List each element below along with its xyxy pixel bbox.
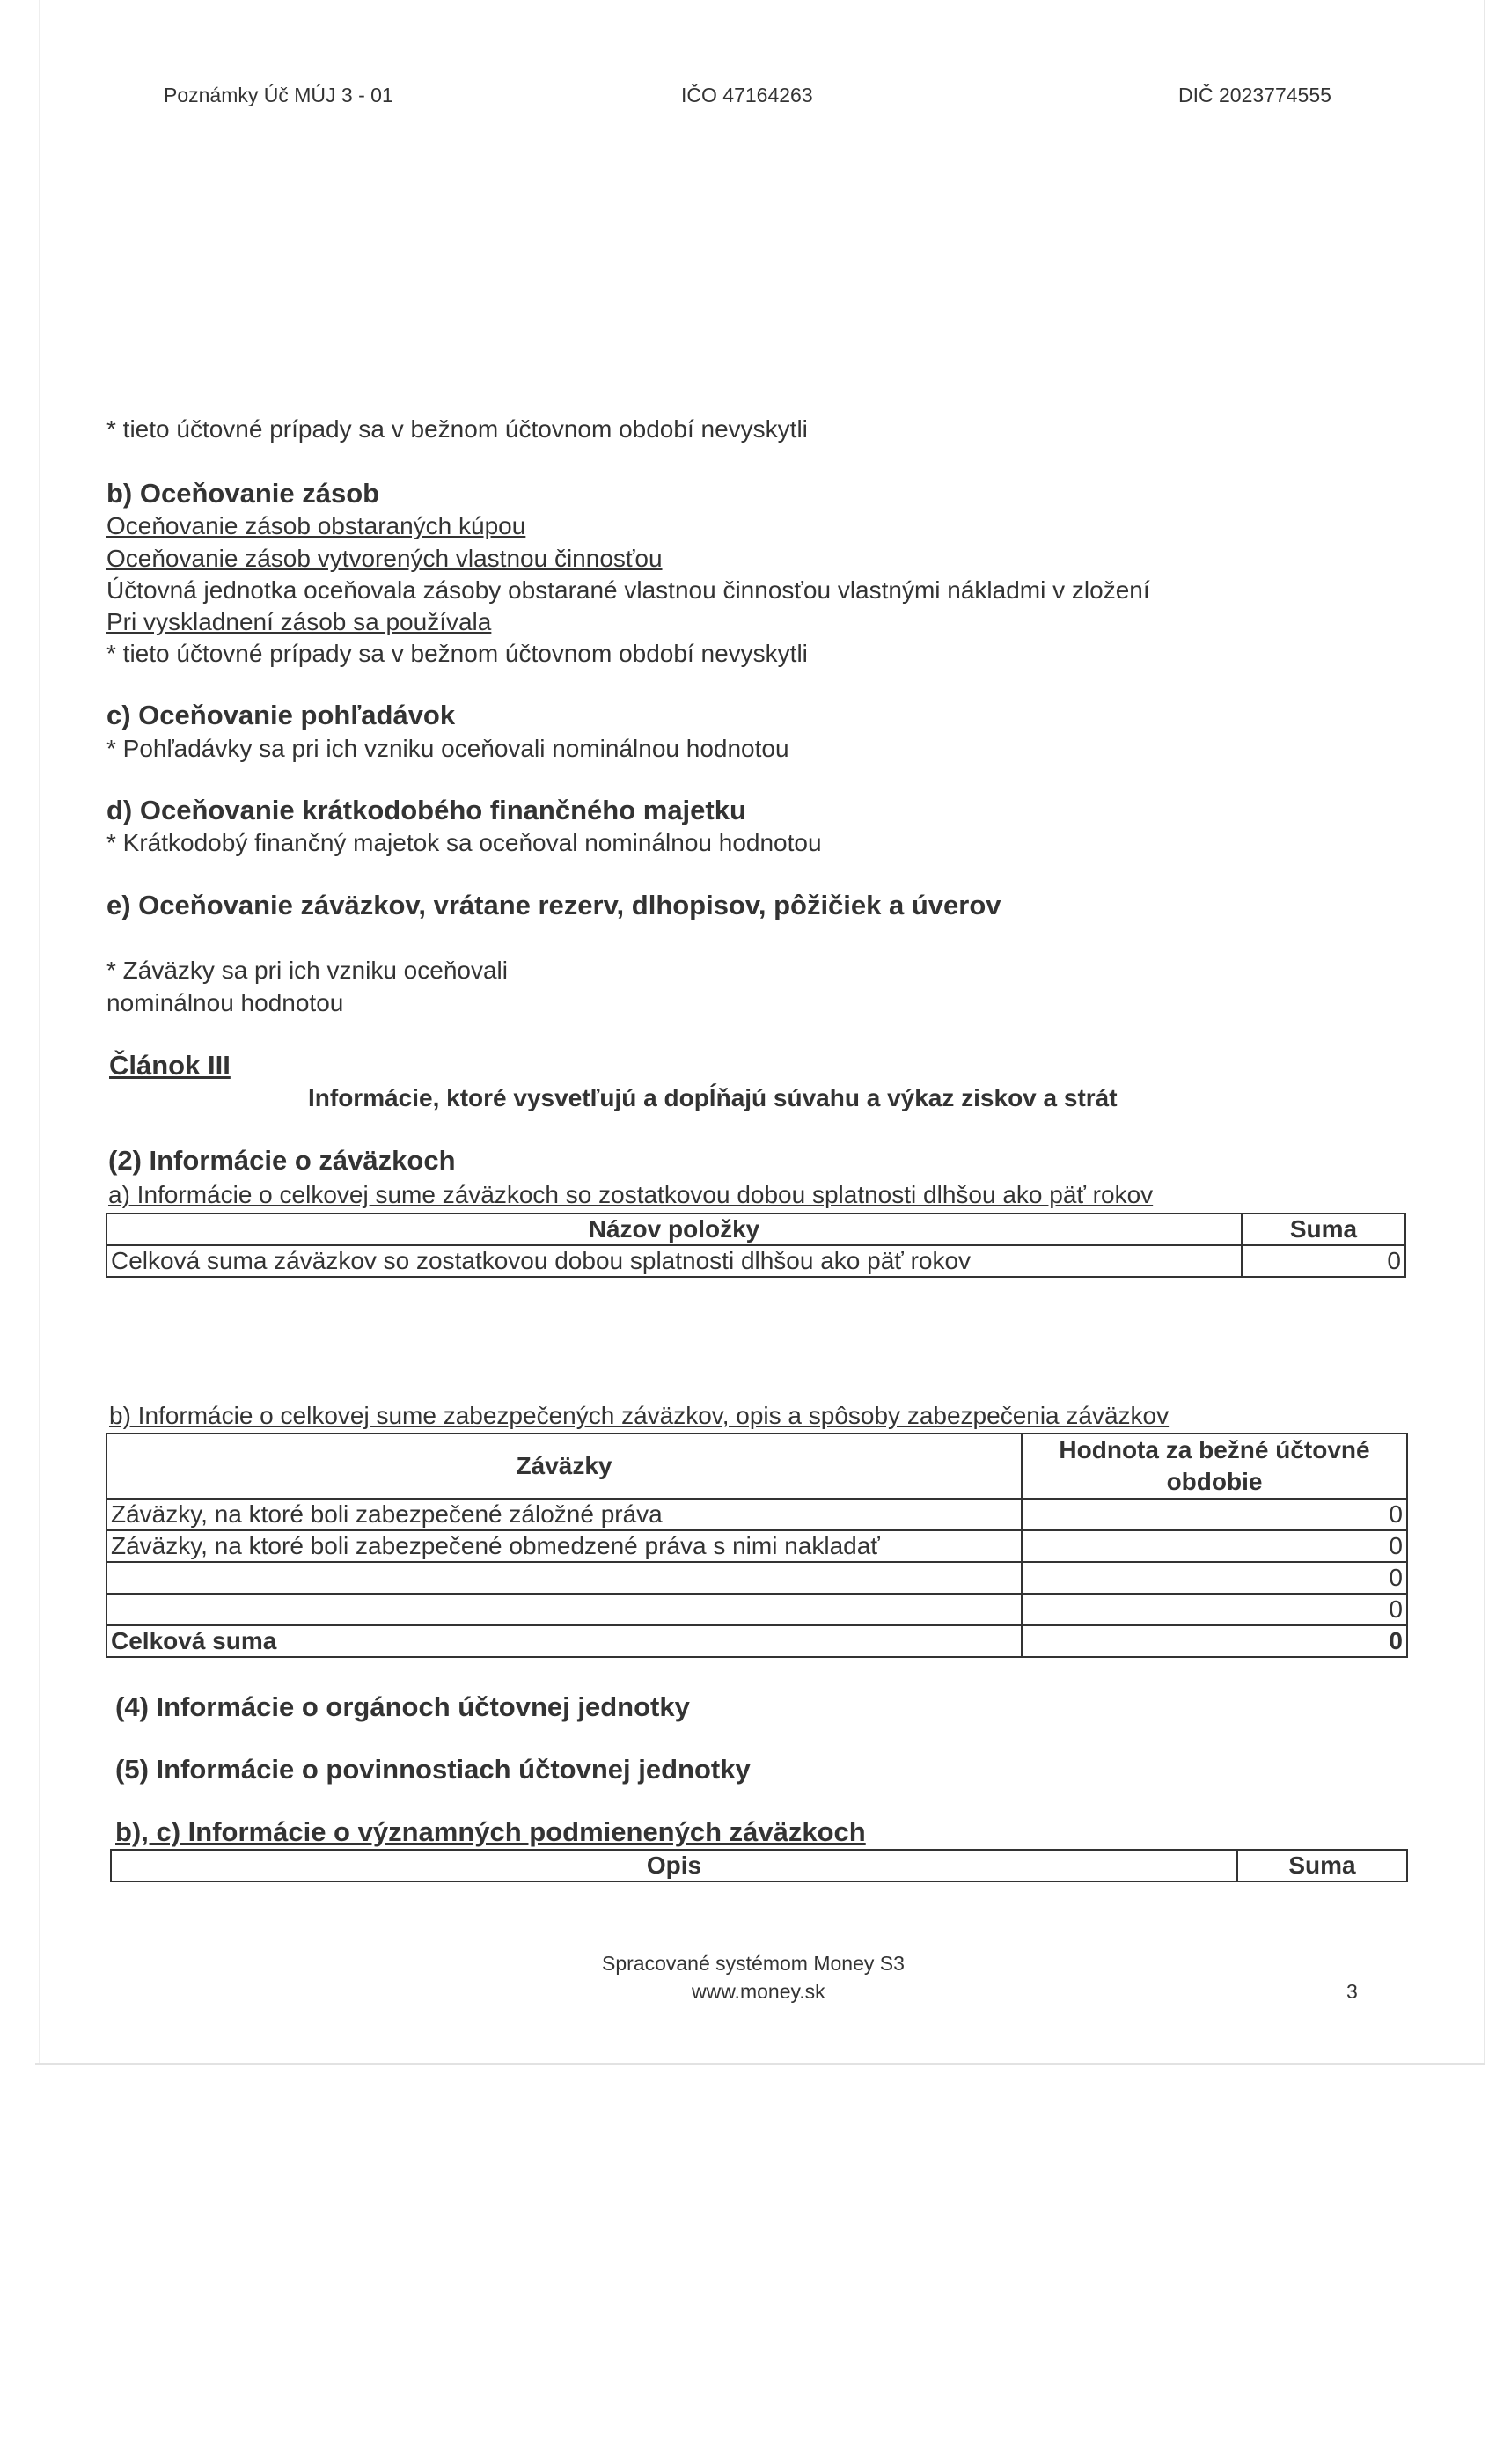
section-5-title: (5) Informácie o povinnostiach účtovnej jednotky	[115, 1754, 751, 1785]
table-row	[106, 1594, 1407, 1625]
section-e-line-1: * Záväzky sa pri ich vzniku oceňovali	[106, 957, 508, 984]
section-d-title: d) Oceňovanie krátkodobého finančného majetku	[106, 795, 746, 825]
table-row	[106, 1245, 1405, 1277]
table-row	[106, 1562, 1407, 1594]
table-b-row-value: 0	[1022, 1530, 1407, 1562]
section-4-title: (4) Informácie o orgánoch účtovnej jednotky	[115, 1691, 690, 1722]
section-2a-subtitle: a) Informácie o celkovej sume záväzkoch so zostatkovou dobou splatnosti dlhšou ako päť rokov	[108, 1181, 1154, 1208]
section-bc-title: b), c) Informácie o významných podmienených záväzkoch	[115, 1816, 866, 1847]
page-number: 3	[1346, 1980, 1358, 2003]
table-b-header-value-line-2: obdobie	[1166, 1468, 1263, 1495]
section-b-line-1: Oceňovanie zásob obstaraných kúpou	[106, 512, 526, 539]
table-b-row-label	[106, 1594, 1022, 1625]
table-a-row-label: Celková suma záväzkov so zostatkovou dobou splatnosti dlhšou ako päť rokov	[106, 1245, 1242, 1277]
table-b-row-value: 0	[1022, 1562, 1407, 1594]
table-secured-liabilities	[106, 1433, 1408, 1658]
table-total-row	[106, 1625, 1407, 1657]
section-b-line-2: Oceňovanie zásob vytvorených vlastnou činnosťou	[106, 545, 663, 572]
header-dic: DIČ 2023774555	[1178, 84, 1331, 106]
section-d-text: * Krátkodobý finančný majetok sa oceňoval nominálnou hodnotou	[106, 829, 822, 856]
table-b-row-label	[106, 1562, 1022, 1594]
section-c-text: * Pohľadávky sa pri ich vzniku oceňovali nominálnou hodnotou	[106, 735, 789, 762]
section-b-title: b) Oceňovanie zásob	[106, 478, 380, 509]
table-b-header-name: Záväzky	[106, 1434, 1022, 1499]
footer-software: Spracované systémom Money S3	[602, 1952, 905, 1975]
table-c-header-sum: Suma	[1237, 1850, 1407, 1881]
table-b-row-label: Záväzky, na ktoré boli zabezpečené záložné práva	[106, 1499, 1022, 1530]
section-b-line-4: Pri vyskladnení zásob sa používala	[106, 608, 492, 635]
table-b-header-value-line-1: Hodnota za bežné účtovné	[1059, 1436, 1370, 1463]
table-b-total-value: 0	[1022, 1625, 1407, 1657]
table-b-header-value	[1022, 1434, 1407, 1499]
table-row	[106, 1530, 1407, 1562]
table-row	[106, 1499, 1407, 1530]
section-2b-subtitle: b) Informácie o celkovej sume zabezpečených záväzkov, opis a spôsoby zabezpečenia záväzkov	[109, 1402, 1170, 1429]
table-b-total-label: Celková suma	[106, 1625, 1022, 1657]
table-contingent-liabilities	[110, 1849, 1408, 1882]
table-a-row-value: 0	[1242, 1245, 1405, 1277]
page-bottom-edge	[35, 2063, 1485, 2065]
table-long-term-liabilities	[106, 1213, 1406, 1278]
table-a-header-sum: Suma	[1242, 1214, 1405, 1245]
page-edge	[1484, 0, 1485, 2065]
section-b-line-5: * tieto účtovné prípady sa v bežnom účtovnom období nevyskytli	[106, 640, 808, 667]
note-top: * tieto účtovné prípady sa v bežnom účtovnom období nevyskytli	[106, 415, 808, 443]
article-subtitle: Informácie, ktoré vysvetľujú a dopĺňajú súvahu a výkaz ziskov a strát	[308, 1084, 1118, 1111]
section-b-line-3: Účtovná jednotka oceňovala zásoby obstarané vlastnou činnosťou vlastnými nákladmi v zložení	[106, 576, 1150, 604]
footer-website: www.money.sk	[692, 1980, 825, 2003]
section-c-title: c) Oceňovanie pohľadávok	[106, 700, 456, 730]
table-a-header-name: Názov položky	[106, 1214, 1242, 1245]
table-b-row-label: Záväzky, na ktoré boli zabezpečené obmedzené práva s nimi nakladať	[106, 1530, 1022, 1562]
section-e-title: e) Oceňovanie záväzkov, vrátane rezerv, dlhopisov, pôžičiek a úverov	[106, 890, 1001, 920]
header-note-code: Poznámky Úč MÚJ 3 - 01	[164, 84, 393, 106]
table-c-header-desc: Opis	[111, 1850, 1237, 1881]
section-2-title: (2) Informácie o záväzkoch	[108, 1145, 456, 1176]
table-b-row-value: 0	[1022, 1499, 1407, 1530]
article-title: Článok III	[109, 1050, 231, 1081]
header-ico: IČO 47164263	[681, 84, 813, 106]
table-b-row-value: 0	[1022, 1594, 1407, 1625]
section-e-line-2: nominálnou hodnotou	[106, 989, 344, 1016]
